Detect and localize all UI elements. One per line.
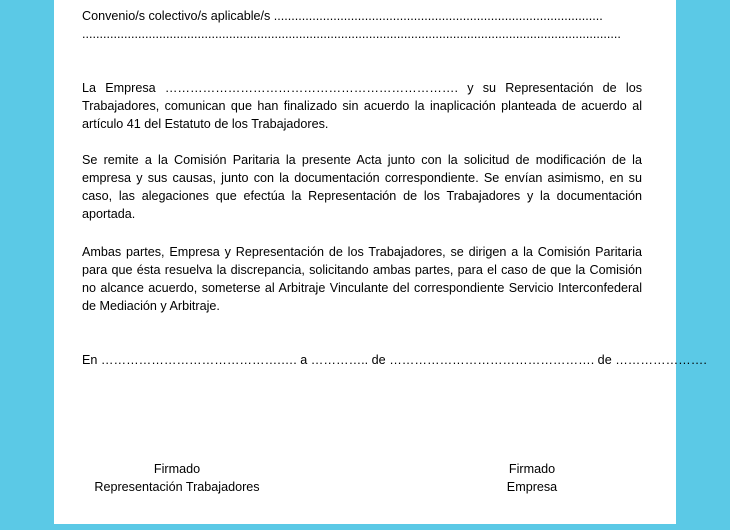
paragraph-remission: Se remite a la Comisión Paritaria la presente Acta junto con la solicitud de modificación de la empresa y sus causas, junto con la documentación correspondiente. Se envían asimismo, en su caso, las alegaciones que efectúa la Representación de los Trabajadores y la documentación aportada. [82,153,642,221]
paragraph-no-agreement: La Empresa ……………………………………………………………. y su Representación de los Trabajadores, comunican que han finalizado sin acuerdo la inaplicación planteada de acuerdo al artículo 41 del Estatuto de los Trabajadores. [82,81,642,131]
signature-workers-label: Firmado [153,462,201,476]
document-page [54,0,707,524]
signature-workers-role: Representación Trabajadores [94,480,260,494]
signature-company-role: Empresa [506,480,558,494]
place-date-line: En …………………………………….…. a ………….. de …………………………………………. de …………………. [82,353,707,367]
signature-company [472,460,592,496]
signature-workers [84,460,270,496]
convenio-line-2: .......................................................................................................................................................... [82,27,621,41]
paragraph-arbitration: Ambas partes, Empresa y Representación de los Trabajadores, se dirigen a la Comisión Paritaria para que ésta resuelva la discrepancia, solicitando ambas partes, para el caso de que la Comisión no alcance acuerdo, someterse al Arbitraje Vinculante del correspondiente Servicio Interconfederal de Mediación y Arbitraje. [82,245,642,313]
signature-company-label: Firmado [508,462,556,476]
convenio-line-1: Convenio/s colectivo/s aplicable/s .............................................................................................. [82,9,603,23]
